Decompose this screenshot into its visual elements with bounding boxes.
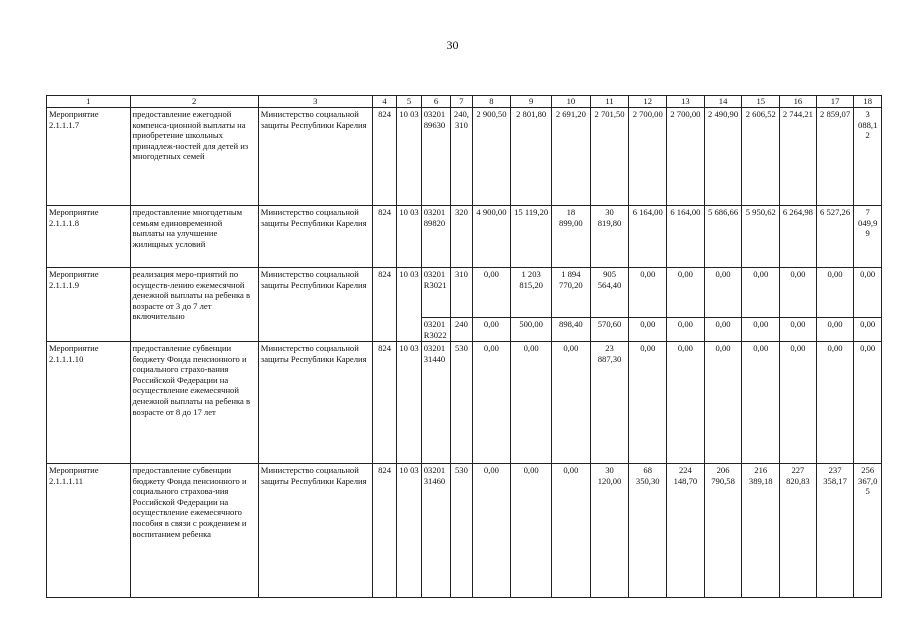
value-cell: 2 606,52 [742,108,780,206]
value-cell: 0,00 [667,318,705,342]
code-cell: 03201 31440 [421,342,451,464]
value-cell: 0,00 [816,342,854,464]
table-row [47,342,882,464]
value-cell: 0,00 [472,342,511,464]
value-cell: 2 701,50 [590,108,629,206]
value-cell: 0,00 [472,318,511,342]
value-cell: 2 700,00 [629,108,667,206]
code-cell: 10 03 [397,206,421,268]
value-cell: 0,00 [511,464,552,598]
header-cell: 4 [372,96,396,108]
value-cell: 0,00 [667,342,705,464]
code-cell: 530 [451,342,472,464]
ministry-cell: Министерство социальной защиты Республики Карелия [258,108,372,206]
value-cell: 0,00 [552,342,591,464]
value-cell: 237 358,17 [816,464,854,598]
measure-cell: Мероприятие 2.1.1.1.7 [47,108,131,206]
code-cell: 824 [372,206,396,268]
header-cell: 17 [816,96,854,108]
value-cell: 206 790,58 [704,464,742,598]
code-cell: 320 [451,206,472,268]
value-cell: 0,00 [780,342,817,464]
value-cell: 0,00 [780,318,817,342]
value-cell: 0,00 [667,268,705,318]
value-cell: 18 899,00 [552,206,591,268]
value-cell: 23 887,30 [590,342,629,464]
value-cell: 0,00 [742,268,780,318]
description-cell: предоставление многодетным семьям единовременной выплаты на улучшение жилищных условий [130,206,258,268]
value-cell: 2 490,90 [704,108,742,206]
value-cell: 5 950,62 [742,206,780,268]
code-cell: 240 [451,318,472,342]
value-cell: 224 148,70 [667,464,705,598]
value-cell: 68 350,30 [629,464,667,598]
header-cell: 9 [511,96,552,108]
value-cell: 7 049,99 [854,206,882,268]
ministry-cell: Министерство социальной защиты Республики Карелия [258,268,372,342]
value-cell: 256 367,05 [854,464,882,598]
budget-table [46,95,882,598]
value-cell: 0,00 [629,342,667,464]
header-cell: 18 [854,96,882,108]
description-cell: реализация меро-приятий по осуществ-лению ежемесячной денежной выплаты на ребенка в возрасте от 3 до 7 лет включительно [130,268,258,342]
value-cell: 15 119,20 [511,206,552,268]
header-cell: 2 [130,96,258,108]
measure-cell: Мероприятие 2.1.1.1.9 [47,268,131,342]
table-row [47,464,882,598]
description-cell: предоставление ежегодной компенса-ционной выплаты на приобретение школьных принадлеж-ностей для детей из многодетных семей [130,108,258,206]
ministry-cell: Министерство социальной защиты Республики Карелия [258,342,372,464]
code-cell: 10 03 [397,342,421,464]
value-cell: 905 564,40 [590,268,629,318]
value-cell: 6 527,26 [816,206,854,268]
header-cell: 13 [667,96,705,108]
value-cell: 0,00 [629,268,667,318]
description-cell: предоставление субвенции бюджету Фонда пенсионного и социального страхова-ния Российской Федерации на осуществление ежемесячного пособия в связи с рождением и воспитанием ребенка [130,464,258,598]
header-cell: 12 [629,96,667,108]
value-cell: 30 120,00 [590,464,629,598]
value-cell: 0,00 [816,318,854,342]
value-cell: 6 164,00 [629,206,667,268]
header-cell: 1 [47,96,131,108]
code-cell: 240, 310 [451,108,472,206]
value-cell: 570,60 [590,318,629,342]
table-row [47,268,882,318]
value-cell: 1 203 815,20 [511,268,552,318]
code-cell: 03201 89630 [421,108,451,206]
ministry-cell: Министерство социальной защиты Республики Карелия [258,206,372,268]
header-cell: 3 [258,96,372,108]
value-cell: 0,00 [816,268,854,318]
header-cell: 10 [552,96,591,108]
header-cell: 6 [421,96,451,108]
code-cell: 530 [451,464,472,598]
description-cell: предоставление субвенции бюджету Фонда пенсионного и социального страхо-вания Российской Федерации на осуществление ежемесячной денежной выплаты на ребенка в возрасте от 8 до 17 лет [130,342,258,464]
header-cell: 5 [397,96,421,108]
value-cell: 2 801,80 [511,108,552,206]
value-cell: 2 700,00 [667,108,705,206]
code-cell: 824 [372,342,396,464]
value-cell: 0,00 [742,342,780,464]
code-cell: 10 03 [397,464,421,598]
value-cell: 1 894 770,20 [552,268,591,318]
value-cell: 0,00 [704,268,742,318]
value-cell: 0,00 [629,318,667,342]
table-row [47,206,882,268]
value-cell: 0,00 [704,318,742,342]
value-cell: 0,00 [854,342,882,464]
value-cell: 2 691,20 [552,108,591,206]
code-cell: 03201 89820 [421,206,451,268]
code-cell: 310 [451,268,472,318]
value-cell: 0,00 [472,268,511,318]
code-cell: 824 [372,108,396,206]
code-cell: 824 [372,268,396,342]
header-cell: 7 [451,96,472,108]
header-cell: 14 [704,96,742,108]
value-cell: 216 389,18 [742,464,780,598]
header-cell: 16 [780,96,817,108]
value-cell: 0,00 [472,464,511,598]
measure-cell: Мероприятие 2.1.1.1.8 [47,206,131,268]
value-cell: 0,00 [780,268,817,318]
value-cell: 2 859,07 [816,108,854,206]
table-row [47,108,882,206]
header-row [47,96,882,108]
value-cell: 4 900,00 [472,206,511,268]
code-cell: 824 [372,464,396,598]
ministry-cell: Министерство социальной защиты Республики Карелия [258,464,372,598]
value-cell: 0,00 [704,342,742,464]
code-cell: 03201 R3021 [421,268,451,318]
value-cell: 30 819,80 [590,206,629,268]
value-cell: 0,00 [511,342,552,464]
page-number: 30 [446,38,459,52]
value-cell: 500,00 [511,318,552,342]
code-cell: 10 03 [397,268,421,342]
value-cell: 6 264,98 [780,206,817,268]
value-cell: 2 744,21 [780,108,817,206]
code-cell: 03201 R3022 [421,318,451,342]
value-cell: 2 900,50 [472,108,511,206]
value-cell: 227 820,83 [780,464,817,598]
value-cell: 898,40 [552,318,591,342]
value-cell: 3 088,12 [854,108,882,206]
measure-cell: Мероприятие 2.1.1.1.10 [47,342,131,464]
value-cell: 0,00 [854,268,882,318]
measure-cell: Мероприятие 2.1.1.1.11 [47,464,131,598]
value-cell: 0,00 [552,464,591,598]
code-cell: 03201 31460 [421,464,451,598]
value-cell: 0,00 [854,318,882,342]
header-cell: 11 [590,96,629,108]
header-cell: 15 [742,96,780,108]
value-cell: 0,00 [742,318,780,342]
header-cell: 8 [472,96,511,108]
value-cell: 6 164,00 [667,206,705,268]
code-cell: 10 03 [397,108,421,206]
value-cell: 5 686,66 [704,206,742,268]
